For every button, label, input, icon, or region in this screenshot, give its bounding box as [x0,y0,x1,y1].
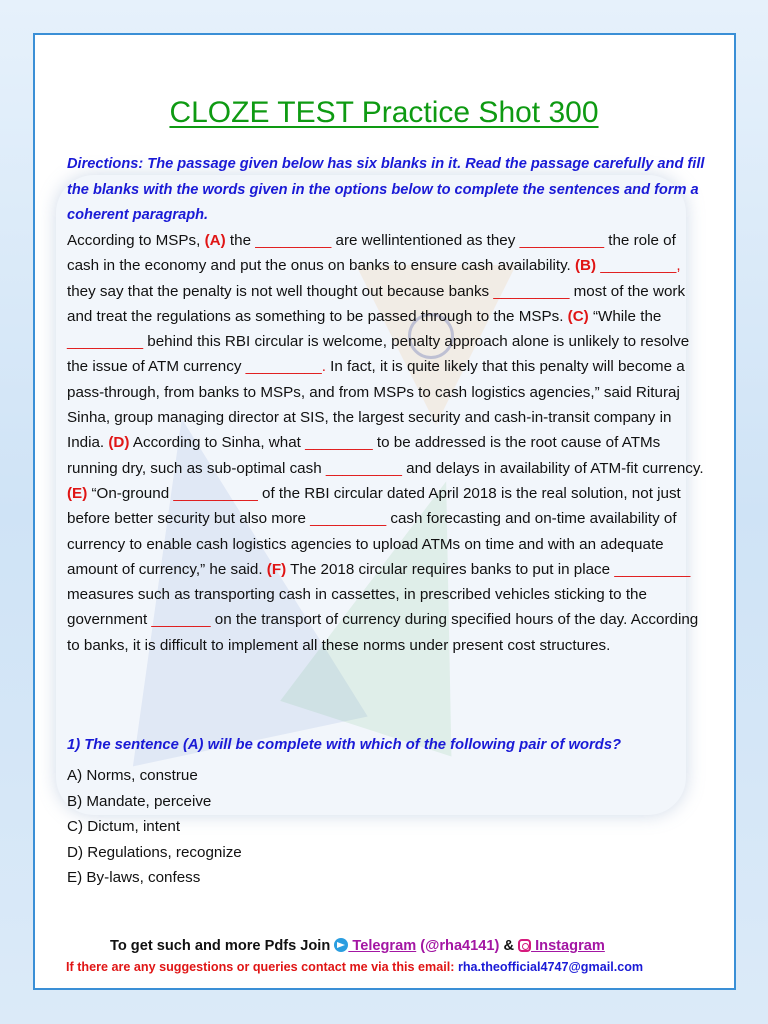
option-c: C) Dictum, intent [67,818,181,835]
telegram-icon [334,938,348,952]
passage-text: According to Sinha, what [129,434,306,452]
blank: _________ [310,510,387,528]
marker-d: (D) [108,434,130,452]
passage-text: on the transport of currency during specified hours of the day. According to banks, it is difficult to implement all these norms under present cost structures. [67,611,699,654]
directions-text: Directions: The passage given below has six blanks in it. Read the passage carefully and fill the blanks with the words given in the options below to complete the sentences and form a coherent paragraph. [67,156,705,223]
blank: _________ [493,282,570,300]
options-list [67,763,242,891]
passage-text: the role of cash in the economy and put the onus on banks to ensure cash availability. [67,232,676,275]
option-b: B) Mandate, perceive [67,792,212,810]
telegram-link[interactable]: Telegram [348,938,417,954]
blank: _________ [325,459,402,477]
passage-text: most of the work and treat the regulations as something to be passed through to the MSPs. [67,282,686,325]
passage-text: measures such as transporting cash in cassettes, in prescribed vehicles sticking to the government [67,586,647,629]
blank: __________ [519,232,605,249]
blank: ________ [305,434,373,452]
instagram-icon [518,939,531,952]
blank: _______ [151,611,211,629]
blank: _________ [255,232,332,249]
blank: _________. [245,358,326,376]
passage [67,228,707,658]
footer-contact: If there are any suggestions or queries contact me via this email: rha.theofficial4747@gmail.com [66,960,644,974]
marker-b: (B) [574,257,597,275]
passage-text: According to MSPs, [67,232,205,249]
option-a: A) Norms, construe [67,767,198,784]
telegram-handle: (@rha4141) [416,938,504,954]
email-link[interactable]: rha.theofficial4747@gmail.com [457,960,644,974]
passage-text: In fact, it is quite likely that this penalty will become a pass-through, from banks to MSPs, and from MSPs to cash logistics agencies,” said Rituraj Sinha, group managing director at SIS, the largest security and cash-in-transit company in India. [67,358,685,452]
marker-e: (E) [67,484,88,502]
footer-join: To get such and more Pdfs Join Telegram (@rha4141) & Instagram [110,938,605,954]
passage-text: behind this RBI circular is welcome, penalty approach alone is unlikely to resolve the issue of ATM currency [67,333,690,376]
passage-text: “While the [588,307,662,325]
blank: _________, [600,257,681,275]
passage-text: cash forecasting and on-time availability of currency to enable cash logistics agencies to upload ATMs on time and with an adequate amount of currency,” he said. [67,510,677,578]
passage-text: to be addressed is the root cause of ATMs running dry, such as sub-optimal cash [67,434,661,477]
blank: __________ [173,484,258,502]
passage-text: they say that the penalty is not well thought out because banks [67,282,494,300]
instagram-link[interactable]: Instagram [531,938,605,954]
option-d: D) Regulations, recognize [67,843,242,861]
marker-c: (C) [567,307,589,325]
marker-f: (F) [266,560,287,578]
passage-text: the [225,232,256,249]
option-e: E) By-laws, confess [67,869,201,886]
passage-text: are wellintentioned as they [331,232,520,249]
passage-text: and delays in availability of ATM-fit currency. [401,459,704,477]
question-text: 1) The sentence (A) will be complete with which of the following pair of words? [67,737,622,753]
blank: _________ [67,333,144,351]
passage-text: The 2018 circular requires banks to put in place [286,560,615,578]
marker-a: (A) [204,232,226,249]
passage-text: of the RBI circular dated April 2018 is the real solution, not just before better security but also more [67,484,681,528]
blank: _________ [614,560,691,578]
passage-text: “On-ground [87,484,174,502]
page-title: CLOZE TEST Practice Shot 300 [169,96,599,129]
